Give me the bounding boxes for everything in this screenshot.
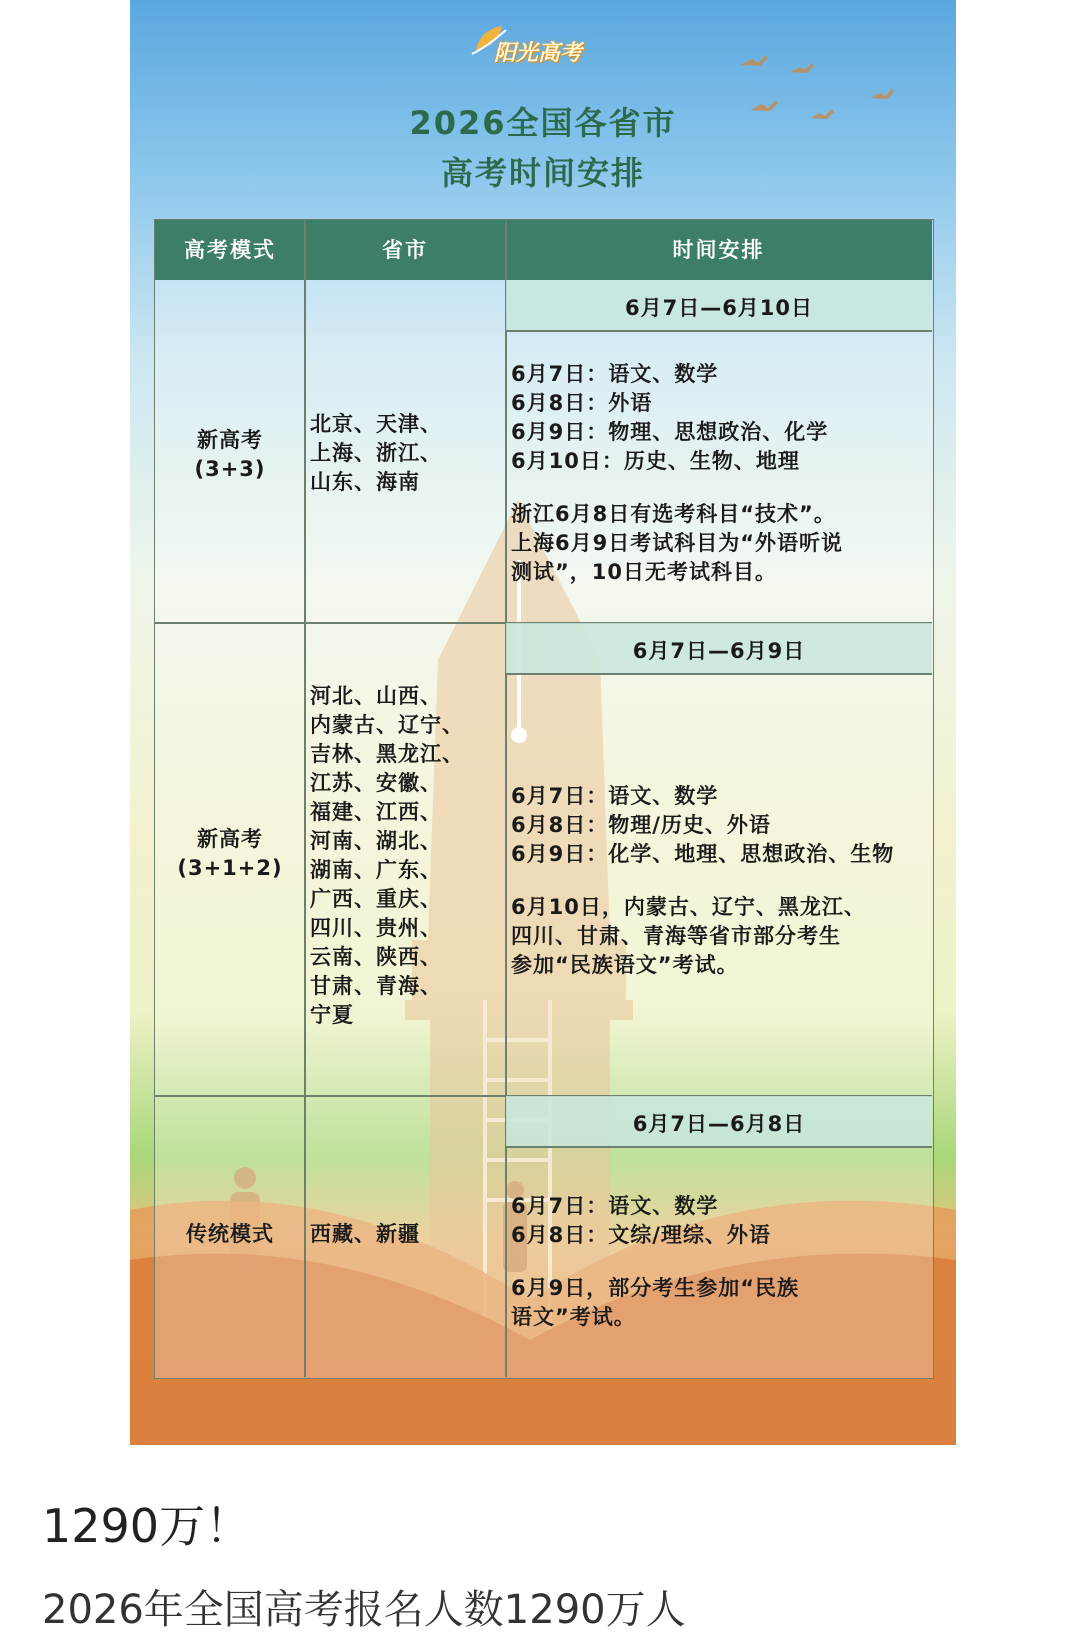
column-divider: [304, 220, 306, 1377]
date-range-row1: 6月7日—6月10日: [624, 296, 814, 320]
column-divider: [505, 220, 507, 1377]
mode-cell-row3: 传统模式: [186, 1222, 274, 1246]
mode-cell-row2: 新高考 (3+1+2): [177, 827, 283, 880]
schedule-cell-row2: 6月7日：语文、数学 6月8日：物理/历史、外语 6月9日：化学、地理、思想政治、生物 6月10日，内蒙古、辽宁、黑龙江、 四川、甘肃、青海等省市部分考生 参加“民族语文”考试。: [511, 784, 895, 977]
page-title-line2: 高考时间安排: [440, 154, 645, 192]
exam-schedule-table: [154, 219, 934, 1379]
sunshine-gaokao-logo: [470, 14, 616, 74]
date-range-row3: 6月7日—6月8日: [632, 1112, 806, 1136]
table-header-row: [155, 220, 932, 280]
date-range-row2: 6月7日—6月9日: [632, 639, 806, 663]
header-province: 省市: [382, 238, 428, 262]
mode-cell-row1: 新高考 (3+3): [194, 428, 266, 481]
schedule-cell-row3: 6月7日：语文、数学 6月8日：文综/理综、外语 6月9日，部分考生参加“民族 语文”考试。: [511, 1194, 800, 1329]
page-title-line1: 2026全国各省市: [409, 104, 677, 142]
province-cell-row3: 西藏、新疆: [310, 1222, 420, 1246]
header-schedule: 时间安排: [672, 238, 765, 262]
province-cell-row2: 河北、山西、 内蒙古、辽宁、 吉林、黑龙江、 江苏、安徽、 福建、江西、 河南、湖北、 湖南、广东、 广西、重庆、 四川、贵州、 云南、陕西、 甘肃、青海、 宁夏: [310, 684, 464, 1027]
header-mode: 高考模式: [184, 238, 276, 262]
province-cell-row1: 北京、天津、 上海、浙江、 山东、海南: [310, 412, 442, 494]
headline-count: 1290万！: [42, 1499, 252, 1553]
logo-text: 阳光高考: [494, 40, 583, 66]
caption-text: 2026年全国高考报名人数1290万人: [42, 1587, 686, 1633]
poster: [130, 0, 956, 1445]
schedule-cell-row1: 6月7日：语文、数学 6月8日：外语 6月9日：物理、思想政治、化学 6月10日：历史、生物、地理 浙江6月8日有选考科目“技术”。 上海6月9日考试科目为“外语听说 测试”，10日无考试科目。: [511, 362, 844, 584]
